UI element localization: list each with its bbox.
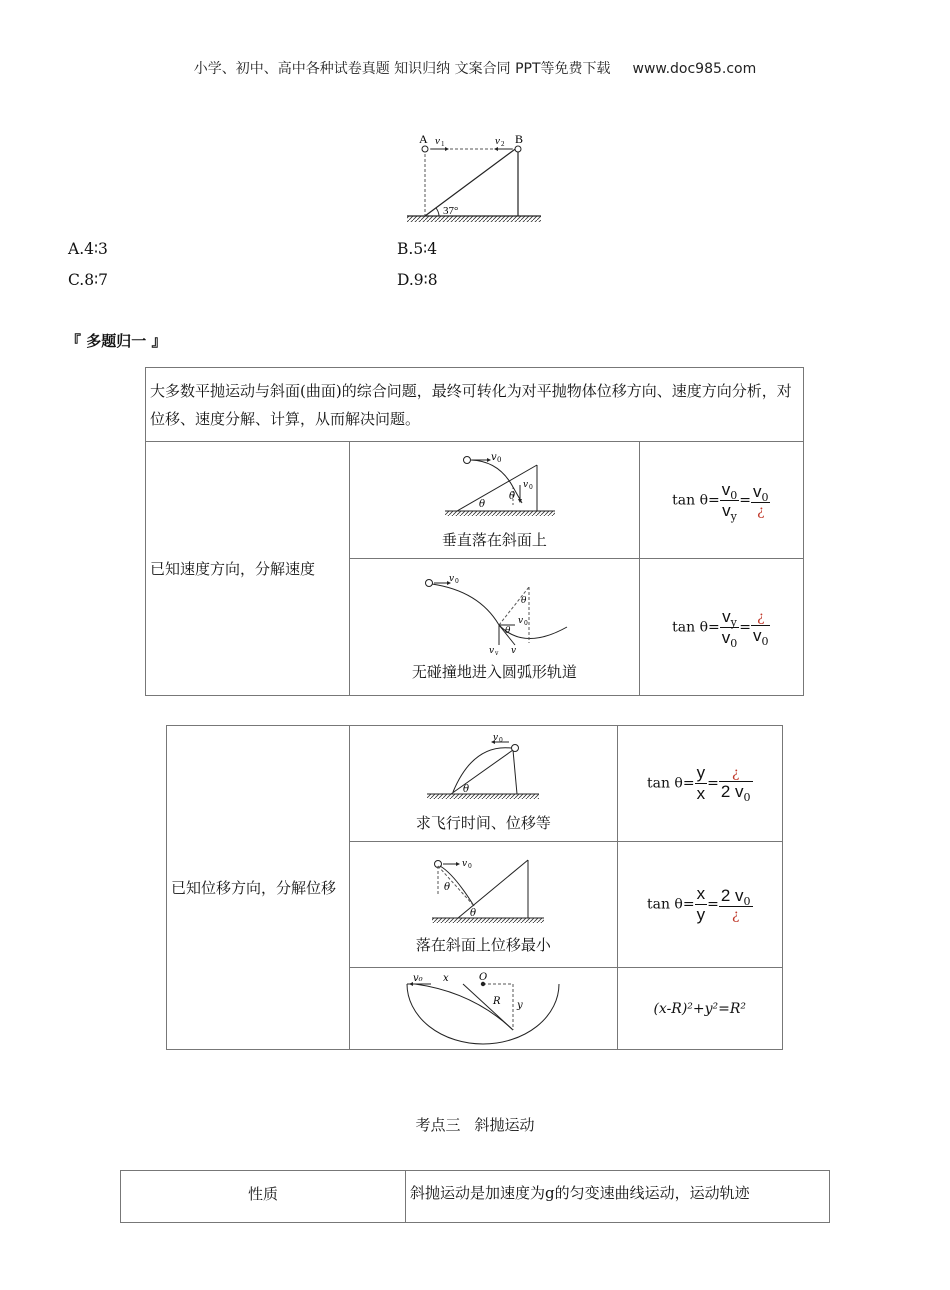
option-c[interactable]: C.8∶7 <box>68 271 108 289</box>
fig-perpendicular-slope <box>429 451 559 523</box>
header-url[interactable]: www.doc985.com <box>632 61 757 77</box>
table-oblique <box>120 1170 830 1223</box>
ball-b <box>515 146 521 152</box>
svg-text:θ: θ <box>505 625 511 636</box>
table2-row-label: 已知位移方向，分解位移 <box>171 878 337 897</box>
formula-velocity-1: tan θ= $\frac{v_0}{v_y}$ = $\frac{v_0}{¿}$ <box>672 479 769 523</box>
svg-text:θ: θ <box>509 490 516 502</box>
formula-velocity-2: tan θ= $\frac{v_y}{v_0}$ = $\frac{¿}{v_0}$ <box>672 606 769 650</box>
ball-a <box>422 146 428 152</box>
svg-text:v: v <box>462 859 468 869</box>
ground-hatch <box>407 216 541 222</box>
svg-text:v: v <box>511 645 517 655</box>
svg-text:θ: θ <box>479 498 486 510</box>
svg-text:y: y <box>495 649 499 655</box>
svg-text:x: x <box>443 972 449 984</box>
svg-text:v: v <box>489 645 495 655</box>
svg-text:0: 0 <box>499 737 504 744</box>
fig-semicircle <box>403 972 563 1046</box>
table2-row-label-cell <box>167 726 350 1050</box>
option-a[interactable]: A.4∶3 <box>68 240 108 258</box>
svg-text:0: 0 <box>468 863 473 870</box>
svg-text:1: 1 <box>441 140 445 148</box>
table1-intro: 大多数平抛运动与斜面(曲面)的综合问题，最终可转化为对平抛物体位移方向、速度方向分析，对位移、速度分解、计算，从而解决问题。 <box>150 381 792 428</box>
fig-flight-time <box>423 734 543 804</box>
option-b[interactable]: B.5∶4 <box>397 240 438 258</box>
fig-circular-track <box>419 573 569 655</box>
table1-fig1-cell <box>350 442 639 559</box>
svg-text:2: 2 <box>501 140 505 148</box>
table3-content: 斜抛运动是加速度为g的匀变速曲线运动，运动轨迹 <box>410 1184 750 1202</box>
page-header <box>0 58 950 78</box>
slope-line <box>425 147 518 216</box>
svg-text:v: v <box>449 573 455 584</box>
svg-text:R: R <box>493 995 501 1007</box>
svg-text:0: 0 <box>497 455 502 464</box>
option-d[interactable]: D.9∶8 <box>397 271 438 289</box>
label-b: B <box>515 132 524 146</box>
svg-text:v: v <box>518 615 524 626</box>
table1-formula1-cell <box>639 442 803 559</box>
caption-circular: 无碰撞地进入圆弧形轨道 <box>411 662 577 681</box>
caption-flight-time: 求飞行时间、位移等 <box>415 814 551 832</box>
svg-text:0: 0 <box>529 483 534 491</box>
svg-text:v: v <box>435 135 440 147</box>
table2-formula3-cell <box>617 968 783 1050</box>
table1-fig2-cell <box>350 559 639 696</box>
table2-fig1-cell <box>350 726 617 842</box>
table2-fig2-cell <box>350 842 617 968</box>
svg-text:v: v <box>493 734 499 743</box>
table1-row-label: 已知速度方向，分解速度 <box>150 559 316 578</box>
svg-text:v: v <box>491 451 498 463</box>
table3-label-cell <box>121 1171 406 1223</box>
svg-text:y: y <box>517 999 523 1011</box>
top-figure <box>405 128 545 228</box>
svg-text:0: 0 <box>455 577 460 585</box>
label-a: A <box>419 132 428 146</box>
svg-text:v: v <box>523 479 529 490</box>
table1-intro-cell <box>146 368 804 442</box>
table-velocity <box>145 367 804 696</box>
table-displacement <box>166 725 783 1050</box>
section-title: 『 多题归一 』 <box>66 332 167 350</box>
table1-row-label-cell <box>146 442 350 696</box>
formula-displacement-1: tan θ= $\frac{y}{x}$ = $\frac{¿}{2 v_0}$ <box>646 763 751 804</box>
table3-label: 性质 <box>247 1185 278 1203</box>
formula-displacement-2: tan θ= $\frac{x}{y}$ = $\frac{2 v_0}{¿}$ <box>646 884 751 924</box>
svg-text:0: 0 <box>524 619 529 627</box>
table1-formula2-cell <box>639 559 803 696</box>
caption-min-displacement: 落在斜面上位移最小 <box>415 936 551 954</box>
caption-perpendicular: 垂直落在斜面上 <box>441 530 547 549</box>
svg-text:θ: θ <box>444 882 451 893</box>
table2-fig3-cell <box>350 968 617 1050</box>
formula-circle: (x-R)²+y²=R² <box>653 1000 747 1017</box>
svg-text:v: v <box>495 135 500 147</box>
svg-text:θ: θ <box>463 784 470 795</box>
svg-text:θ: θ <box>470 908 477 919</box>
table3-content-cell <box>406 1171 830 1223</box>
angle-label: 37° <box>443 205 459 217</box>
header-text: 小学、初中、高中各种试卷真题 知识归纳 文案合同 PPT等免费下载 <box>193 61 611 77</box>
fig-min-displacement <box>418 854 548 926</box>
svg-text:v₀: v₀ <box>413 972 423 984</box>
svg-text:θ: θ <box>521 595 527 606</box>
table2-formula2-cell <box>617 842 783 968</box>
section-heading: 考点三 斜抛运动 <box>415 1116 535 1134</box>
table2-formula1-cell <box>617 726 783 842</box>
svg-text:O: O <box>479 971 488 983</box>
